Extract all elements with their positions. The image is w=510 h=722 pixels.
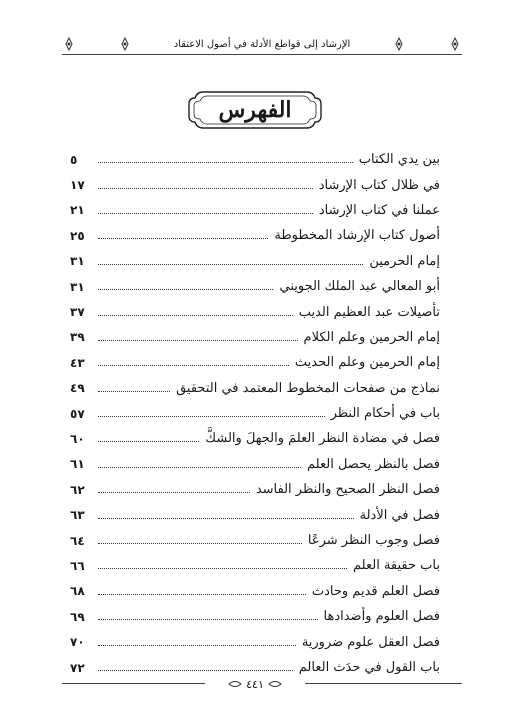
toc-leader-dots xyxy=(98,289,273,290)
toc-entry-title: فصل في الأدلة xyxy=(359,507,440,523)
toc-entry xyxy=(70,223,440,248)
toc-leader-dots xyxy=(98,645,296,646)
toc-entry-title: فصل العلوم وأضدادها xyxy=(323,609,440,625)
page-footer xyxy=(205,676,305,692)
toc-entry-title: فصل بالنظر يحصل العلم xyxy=(307,456,440,472)
toc-entry-title: فصل العلم قديم وحادث xyxy=(311,583,440,599)
toc-entry-title: نماذج من صفحات المخطوط المعتمد في التحقيق xyxy=(176,380,440,396)
toc-entry xyxy=(70,629,440,654)
toc-entry xyxy=(70,452,440,477)
toc-entry xyxy=(70,579,440,604)
toc-entry-page: ٢٥ xyxy=(70,228,85,243)
toc-leader-dots xyxy=(98,162,353,163)
toc-entry-title: فصل وجوب النظر شرعًا xyxy=(307,533,440,549)
ornament-icon xyxy=(268,677,282,691)
toc-entry-page: ٥ xyxy=(70,152,78,167)
toc-leader-dots xyxy=(98,467,301,468)
toc-leader-dots xyxy=(98,518,354,519)
toc-entry-page: ٣١ xyxy=(70,279,85,294)
page-title-frame xyxy=(185,88,325,132)
ornament-icon xyxy=(62,37,76,51)
toc-entry xyxy=(70,477,440,502)
toc-entry-page: ٧٠ xyxy=(70,635,85,650)
table-of-contents xyxy=(70,147,440,680)
toc-entry-page: ٦٠ xyxy=(70,431,85,446)
toc-leader-dots xyxy=(98,492,250,493)
toc-entry xyxy=(70,553,440,578)
toc-entry xyxy=(70,198,440,223)
toc-entry-title: باب القول في حدَث العالم xyxy=(298,660,440,675)
toc-leader-dots xyxy=(98,594,306,595)
ornament-icon xyxy=(118,37,132,51)
toc-entry-page: ٧٢ xyxy=(70,660,85,675)
toc-entry xyxy=(70,604,440,629)
toc-entry-page: ٦٩ xyxy=(70,609,85,624)
toc-leader-dots xyxy=(98,213,313,214)
toc-entry-page: ٦٣ xyxy=(70,508,85,523)
toc-entry xyxy=(70,502,440,527)
toc-leader-dots xyxy=(98,340,298,341)
ornament-icon xyxy=(228,677,242,691)
toc-leader-dots xyxy=(98,670,293,671)
toc-entry-title: فصل النظر الصحيح والنظر الفاسد xyxy=(255,482,440,498)
page-number: ٤٤١ xyxy=(246,677,264,691)
toc-entry xyxy=(70,147,440,172)
toc-leader-dots xyxy=(98,619,318,620)
toc-leader-dots xyxy=(98,365,289,366)
toc-entry-page: ٦٨ xyxy=(70,584,85,599)
toc-entry xyxy=(70,325,440,350)
toc-leader-dots xyxy=(98,568,347,569)
toc-entry-title: بين يدي الكتاب xyxy=(358,152,440,168)
toc-leader-dots xyxy=(98,188,313,189)
toc-leader-dots xyxy=(98,441,199,442)
running-header xyxy=(62,34,462,55)
toc-entry-title: باب في أحكام النظر xyxy=(330,406,440,422)
toc-entry-page: ٦٢ xyxy=(70,482,85,497)
toc-leader-dots xyxy=(98,391,170,392)
toc-entry xyxy=(70,249,440,274)
toc-entry xyxy=(70,350,440,375)
ornament-icon xyxy=(392,37,406,51)
toc-entry-page: ٣٩ xyxy=(70,330,85,345)
toc-entry xyxy=(70,172,440,197)
toc-leader-dots xyxy=(98,264,363,265)
toc-leader-dots xyxy=(98,238,268,239)
toc-entry-page: ٦١ xyxy=(70,457,85,472)
toc-entry xyxy=(70,401,440,426)
toc-entry xyxy=(70,274,440,299)
toc-entry-title: في ظلال كتاب الإرشاد xyxy=(318,177,440,193)
toc-entry-title: فصل العقل علوم ضرورية xyxy=(301,634,440,650)
toc-entry-page: ١٧ xyxy=(70,178,85,193)
ornament-icon xyxy=(448,37,462,51)
toc-entry-title: أبو المعالي عبد الملك الجويني xyxy=(279,279,440,295)
toc-entry-page: ٦٦ xyxy=(70,558,85,573)
toc-entry-title: إمام الحرمين وعلم الحديث xyxy=(294,355,440,371)
toc-entry-page: ٣٧ xyxy=(70,305,85,320)
toc-entry-title: باب حقيقة العلم xyxy=(353,558,440,574)
toc-entry-title: فصل في مضادة النظر العلمَ والجهلَ والشكَّ xyxy=(205,431,440,447)
toc-entry-page: ٣١ xyxy=(70,254,85,269)
toc-entry-page: ٢١ xyxy=(70,203,85,218)
toc-entry xyxy=(70,299,440,324)
toc-entry xyxy=(70,426,440,451)
toc-entry-title: إمام الحرمين وعلم الكلام xyxy=(303,329,440,345)
toc-entry xyxy=(70,528,440,553)
toc-leader-dots xyxy=(98,543,302,544)
toc-leader-dots xyxy=(98,416,325,417)
page-title: الفهرس xyxy=(218,97,292,123)
toc-entry-title: أصول كتاب الإرشاد المخطوطة xyxy=(274,228,440,244)
toc-leader-dots xyxy=(98,315,293,316)
toc-entry-title: تأصيلات عبد العظيم الديب xyxy=(298,304,440,320)
toc-entry-title: عملنا في كتاب الإرشاد xyxy=(318,202,440,218)
toc-entry-page: ٦٤ xyxy=(70,533,85,548)
toc-entry xyxy=(70,376,440,401)
toc-entry-page: ٤٣ xyxy=(70,355,85,370)
toc-entry-page: ٥٧ xyxy=(70,406,85,421)
toc-entry-page: ٤٩ xyxy=(70,381,85,396)
running-header-title: الإرشاد إلى قواطع الأدلة في أصول الاعتقاد xyxy=(173,38,351,50)
toc-entry-title: إمام الحرمين xyxy=(369,253,440,269)
